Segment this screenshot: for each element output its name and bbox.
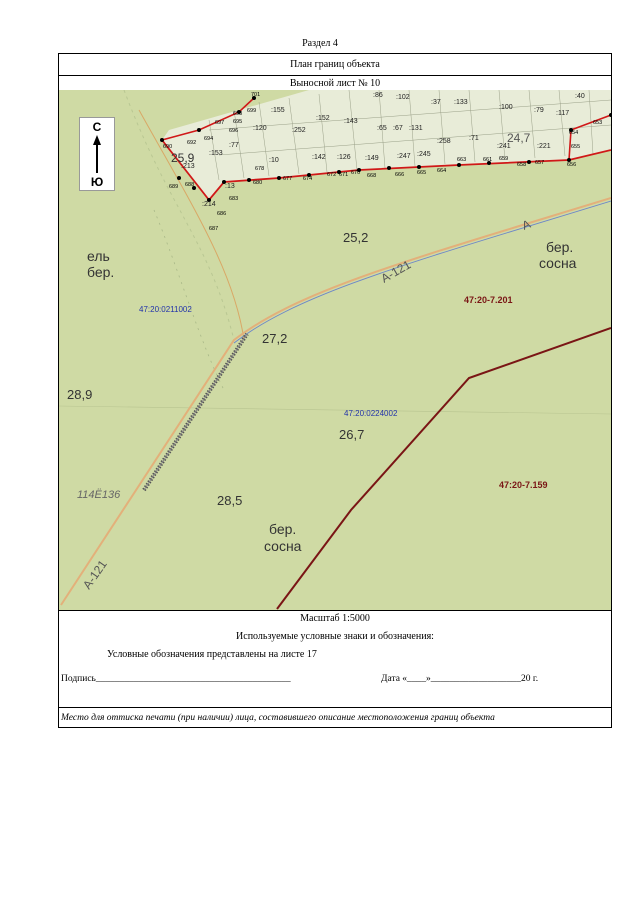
point-number: 653 <box>593 120 603 126</box>
parcel-label: :153 <box>209 150 223 157</box>
parcel-label: :117 <box>556 110 570 117</box>
parcel-label: :247 <box>397 153 411 160</box>
area-label: 28,9 <box>67 387 93 402</box>
point-number: 690 <box>163 144 173 150</box>
cadastral-label: 47:20-7.159 <box>499 480 548 490</box>
compass-north-label: С <box>92 120 102 134</box>
point-number: 686 <box>217 211 227 217</box>
point-number: 683 <box>229 196 239 202</box>
plan-title: План границ объекта <box>59 54 611 76</box>
point-number: 701 <box>251 92 261 98</box>
area-label: 25,9 <box>171 151 195 165</box>
cadastral-label: 47:20:0224002 <box>344 409 398 418</box>
area-label: 27,2 <box>262 331 288 346</box>
point-number: 696 <box>229 128 239 134</box>
point-number: 698 <box>233 111 243 117</box>
area-label: 114Ё136 <box>77 489 121 501</box>
parcel-label: :133 <box>454 99 468 106</box>
road-label: А-121 <box>378 257 414 286</box>
parcel-label: :131 <box>409 125 423 132</box>
point-number: 656 <box>567 162 577 168</box>
point-number: 680 <box>253 180 263 186</box>
parcel-label: :143 <box>344 118 358 125</box>
point-number: 661 <box>483 157 493 163</box>
parcel-label: :221 <box>537 143 551 150</box>
parcel-label: :77 <box>229 142 239 149</box>
point-number: 687 <box>209 226 219 232</box>
point-number: 694 <box>204 136 214 142</box>
parcel-label: :245 <box>417 151 431 158</box>
parcel-label: :100 <box>499 104 513 111</box>
point-number: 664 <box>437 168 447 174</box>
cadastral-label: 47:20:0211002 <box>139 305 192 314</box>
forest-label: ель <box>87 248 110 264</box>
forest-label: бер. <box>87 264 115 280</box>
parcel-label: :241 <box>497 143 511 150</box>
point-number: 657 <box>535 160 545 166</box>
section-label: Раздел 4 <box>302 38 338 49</box>
footer-note: Место для оттиска печати (при наличии) лица, составившего описание местоположения границ объекта <box>59 707 611 727</box>
north-arrow-icon <box>80 118 114 190</box>
road-label: А-121 <box>79 557 110 592</box>
parcel-label: :152 <box>316 115 330 122</box>
parcel-label: :40 <box>575 93 585 100</box>
signature-line: Подпись_________________________________________ <box>61 674 291 684</box>
area-label: 24,7 <box>507 131 531 145</box>
point-number: 668 <box>367 173 377 179</box>
parcel-label: :67 <box>393 125 403 132</box>
parcel-label: :102 <box>396 94 410 101</box>
sheet-title: Выносной лист № 10 <box>59 75 611 94</box>
area-label: 25,2 <box>343 230 369 245</box>
scale-text: Масштаб 1:5000 <box>300 613 370 624</box>
point-number: 654 <box>569 130 579 136</box>
point-number: 658 <box>517 162 527 168</box>
compass-south-label: Ю <box>90 175 104 189</box>
point-number: 666 <box>395 172 405 178</box>
parcel-label: :10 <box>269 157 279 164</box>
point-number: 659 <box>499 156 509 162</box>
road-label: А <box>519 216 533 233</box>
area-label: 28,5 <box>217 493 243 508</box>
parcel-label: :79 <box>534 107 544 114</box>
forest-label: бер. <box>269 521 297 537</box>
parcel-label: :65 <box>377 125 387 132</box>
point-number: 699 <box>247 108 257 114</box>
point-number: 695 <box>233 119 243 125</box>
plan-frame <box>58 53 612 728</box>
point-number: 697 <box>215 120 225 126</box>
legend-title: Используемые условные знаки и обозначения: <box>236 631 434 642</box>
point-number: 671 <box>339 172 349 178</box>
parcel-label: :258 <box>437 138 451 145</box>
compass <box>79 117 115 191</box>
parcel-label: :120 <box>253 125 267 132</box>
forest-label: сосна <box>264 538 302 554</box>
parcel-label: :86 <box>373 92 383 99</box>
parcel-label: :214 <box>202 201 216 208</box>
parcel-label: :149 <box>365 155 379 162</box>
point-number: 655 <box>571 144 581 150</box>
point-number: 688 <box>185 182 195 188</box>
forest-label: сосна <box>539 255 577 271</box>
point-number: 677 <box>283 176 293 182</box>
cadastral-label: 47:20-7.201 <box>464 295 513 305</box>
forest-label: бер. <box>546 239 574 255</box>
parcel-label: :142 <box>312 154 326 161</box>
area-label: 26,7 <box>339 427 365 442</box>
point-number: 663 <box>457 157 467 163</box>
parcel-label: :155 <box>271 107 285 114</box>
parcel-label: :126 <box>337 154 351 161</box>
legend-note: Условные обозначения представлены на листе 17 <box>107 649 317 660</box>
date-line: Дата «____»___________________20 г. <box>381 674 539 684</box>
point-number: 689 <box>169 184 179 190</box>
map-area <box>59 90 611 611</box>
parcel-label: :13 <box>225 183 235 190</box>
parcel-label: :213 <box>181 163 195 170</box>
point-number: 692 <box>187 140 197 146</box>
point-number: 678 <box>255 166 265 172</box>
parcel-label: :252 <box>292 127 306 134</box>
point-number: 674 <box>303 176 313 182</box>
point-number: 670 <box>351 170 361 176</box>
parcel-label: :71 <box>469 135 479 142</box>
map-svg <box>59 90 611 610</box>
point-number: 665 <box>417 170 427 176</box>
parcel-label: :37 <box>431 99 441 106</box>
point-number: 672 <box>327 172 337 178</box>
